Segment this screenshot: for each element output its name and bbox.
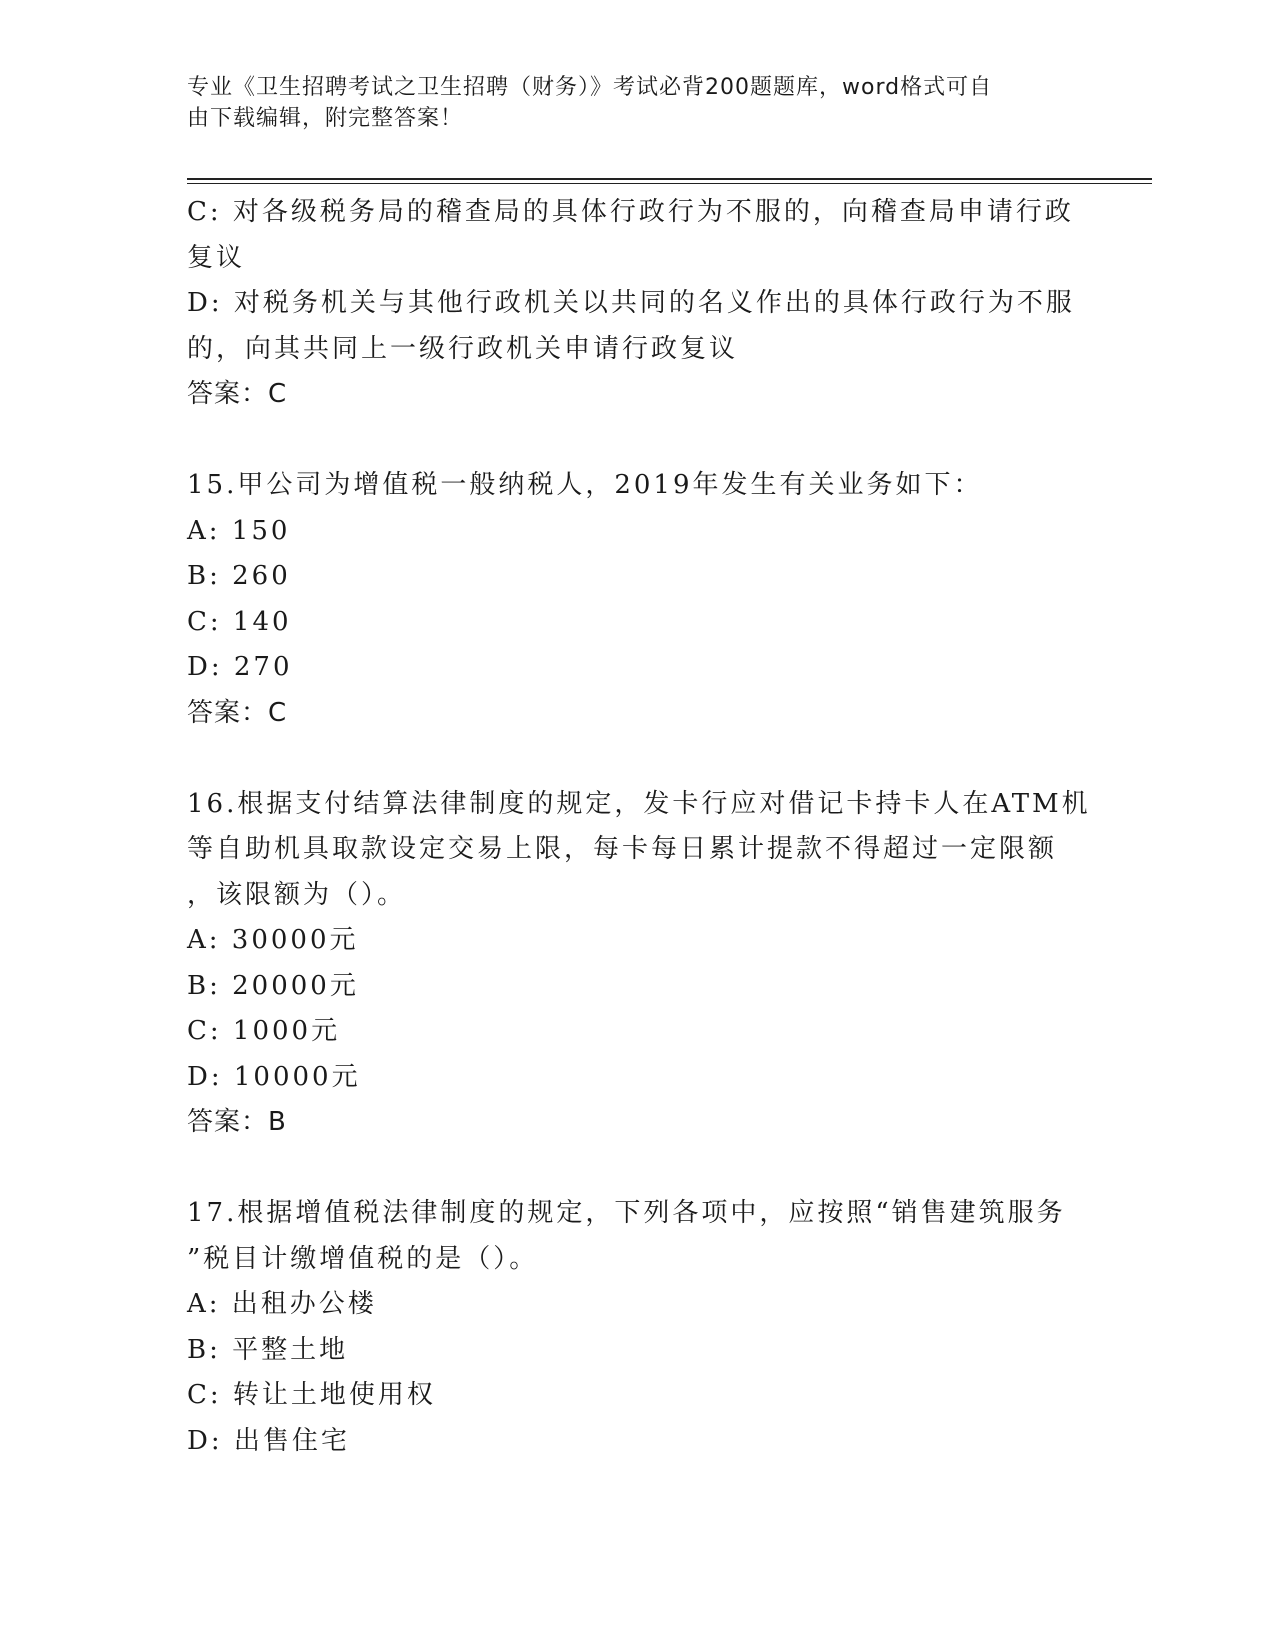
option-a: A: 30000元: [187, 925, 359, 955]
question-14-continued: [187, 190, 1087, 418]
option-c: C: 1000元: [187, 1016, 341, 1046]
question-stem-continued: ，该限额为（）。: [187, 879, 407, 910]
header-title-line1: 专业《卫生招聘考试之卫生招聘（财务）》考试必背200题题库，word格式可自: [187, 75, 993, 100]
option-b: B: 20000元: [187, 970, 359, 1001]
option-c: C: 140: [187, 606, 292, 637]
document-body: [187, 190, 1091, 1464]
option-c-continued: 复议: [187, 242, 246, 273]
option-a: A: 出租办公楼: [187, 1289, 377, 1319]
question-stem: 16.根据支付结算法律制度的规定，发卡行应对借记卡持卡人在ATM机: [187, 788, 1091, 819]
option-d-continued: 的，向其共同上一级行政机关申请行政复议: [187, 333, 739, 364]
option-a: A: 150: [187, 515, 291, 546]
option-d: D: 出售住宅: [187, 1425, 350, 1456]
option-b: B: 260: [187, 561, 291, 591]
option-d: D: 10000元: [187, 1061, 361, 1092]
header-title-line2: 由下载编辑，附完整答案！: [187, 106, 464, 131]
option-d: D: 270: [187, 652, 293, 682]
question-stem: 15.甲公司为增值税一般纳税人，2019年发生有关业务如下：: [187, 470, 983, 500]
option-c: C: 转让土地使用权: [187, 1380, 436, 1410]
question-17: [187, 1191, 1087, 1464]
question-stem-continued: 等自助机具取款设定交易上限，每卡每日累计提款不得超过一定限额: [187, 834, 1058, 864]
header-divider-thin: [187, 183, 1152, 184]
header-divider-thick: [187, 178, 1152, 180]
question-15: [187, 463, 1087, 736]
spacer: [187, 1146, 1087, 1192]
spacer: [187, 418, 1087, 464]
option-c: C: 对各级税务局的稽查局的具体行政行为不服的，向稽查局申请行政: [187, 197, 1074, 227]
question-stem-continued: ”税目计缴增值税的是（）。: [187, 1243, 539, 1274]
document-header: [187, 72, 1067, 134]
answer-label: 答案：C: [187, 379, 288, 409]
answer-label: 答案：C: [187, 697, 288, 728]
answer-label: 答案：B: [187, 1107, 287, 1137]
option-b: B: 平整土地: [187, 1334, 349, 1365]
question-stem: 17.根据增值税法律制度的规定，下列各项中，应按照“销售建筑服务: [187, 1198, 1066, 1228]
option-d: D: 对税务机关与其他行政机关以共同的名义作出的具体行政行为不服: [187, 288, 1075, 318]
spacer: [187, 736, 1087, 782]
question-16: [187, 782, 1091, 1146]
